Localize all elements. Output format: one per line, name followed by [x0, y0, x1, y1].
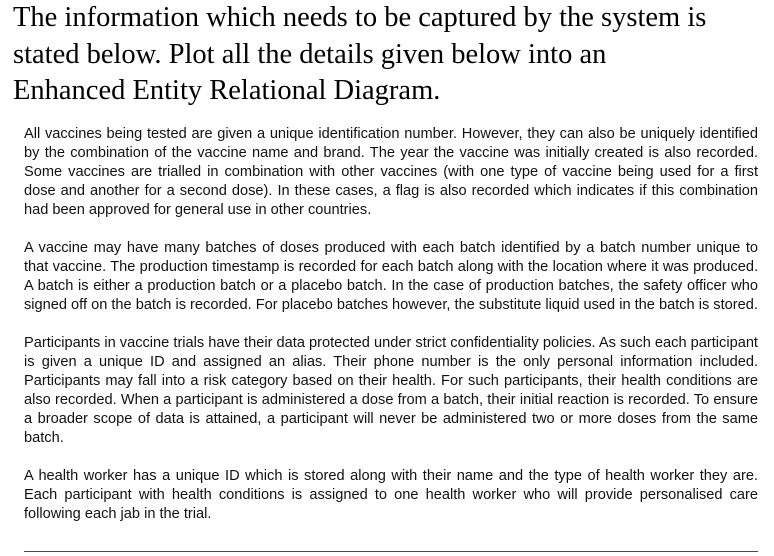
- requirements-text: [24, 125, 758, 524]
- paragraph-participants: Participants in vaccine trials have their data protected under strict confidentiality policies. As such each participant is given a unique ID and assigned an alias. Their phone number is the only personal information included. Participants may fall into a risk category based on their health. For such participants, their health conditions are also recorded. When a participant is administered a dose from a batch, their initial reaction is recorded. To ensure a broader scope of data is attained, a participant will never be administered two or more doses from the same batch.: [24, 335, 758, 446]
- paragraph-health-workers: A health worker has a unique ID which is stored along with their name and the type of health worker they are. Each participant with health conditions is assigned to one health worker who will provide personalised care following each jab in the trial.: [24, 468, 758, 522]
- paragraph-vaccines: All vaccines being tested are given a unique identification number. However, they can also be uniquely identified by the combination of the vaccine name and brand. The year the vaccine was initially created is also recorded. Some vaccines are trialled in combination with other vaccines (with one type of vaccine being used for a first dose and another for a second dose). In these cases, a flag is also recorded which indicates if this combination had been approved for general use in other countries.: [24, 126, 758, 218]
- heading-line: The information which needs to be captured by the system is: [13, 2, 707, 33]
- heading-line: stated below. Plot all the details given below into an: [13, 38, 607, 70]
- heading-line: Enhanced Entity Relational Diagram.: [13, 75, 441, 106]
- bottom-divider: [24, 551, 758, 552]
- paragraph-batches: A vaccine may have many batches of doses produced with each batch identified by a batch number unique to that vaccine. The production timestamp is recorded for each batch along with the location where it was produced. A batch is either a production batch or a placebo batch. In the case of production batches, the safety officer who signed off on the batch is recorded. For placebo batches however, the substitute liquid used in the batch is stored.: [24, 240, 758, 313]
- assignment-heading: [13, 0, 765, 110]
